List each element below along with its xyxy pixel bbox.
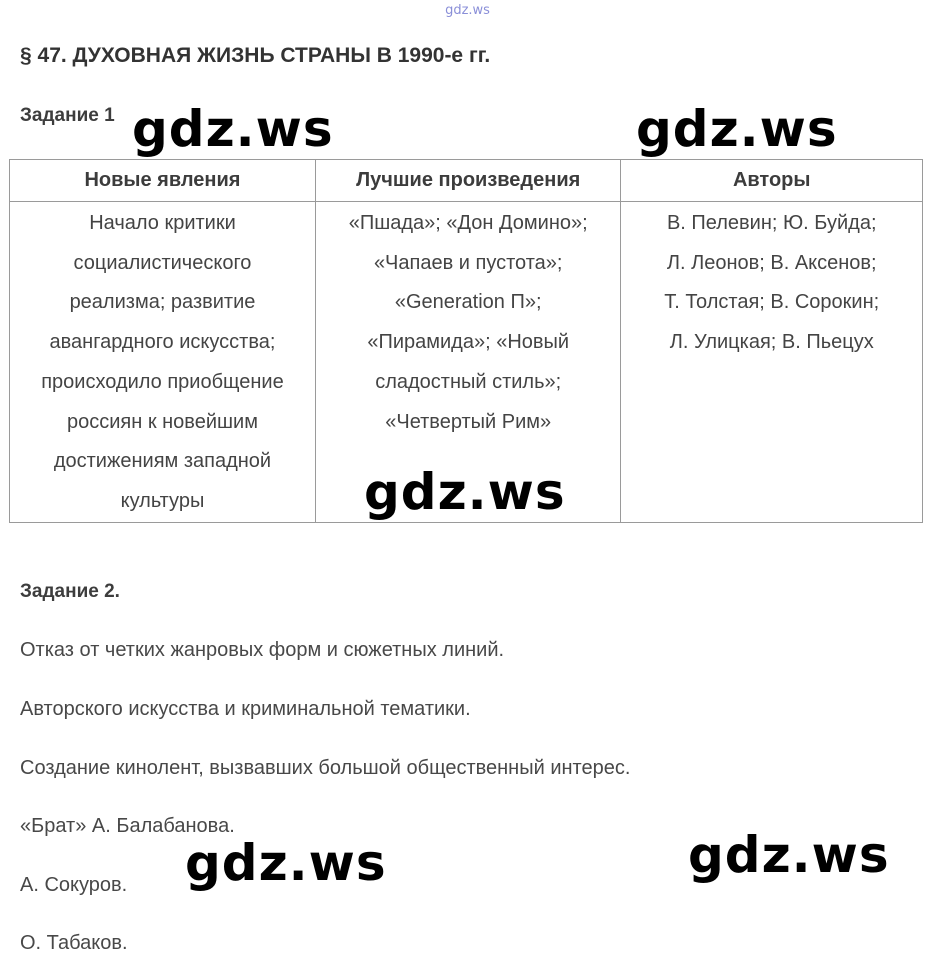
cell-new-phenomena bbox=[10, 202, 316, 523]
answer-line: Отказ от четких жанровых форм и сюжетных линий. bbox=[20, 639, 505, 661]
table-header-row bbox=[10, 160, 923, 202]
cell-line: реализма; развитие bbox=[69, 291, 256, 314]
cell-line: авангардного искусства; bbox=[49, 331, 276, 354]
task1-label: Задание 1 bbox=[20, 105, 115, 126]
answer-line: О. Табаков. bbox=[20, 932, 128, 954]
watermark: gdz.ws bbox=[636, 100, 838, 158]
cell-line: социалистического bbox=[73, 251, 252, 274]
cell-line: «Пшада»; «Дон Домино»; bbox=[348, 212, 588, 234]
watermark: gdz.ws bbox=[185, 834, 387, 892]
task2-label: Задание 2. bbox=[20, 581, 120, 602]
cell-line: «Чапаев и пустота»; bbox=[373, 251, 563, 274]
cell-line: В. Пелевин; Ю. Буйда; bbox=[666, 212, 877, 234]
answer-line: А. Сокуров. bbox=[20, 874, 128, 896]
watermark: gdz.ws bbox=[132, 100, 334, 158]
page-title: § 47. ДУХОВНАЯ ЖИЗНЬ СТРАНЫ В 1990-е гг. bbox=[20, 44, 491, 67]
cell-line: достижениям западной bbox=[53, 450, 272, 473]
cell-line: культуры bbox=[120, 489, 205, 512]
watermark: gdz.ws bbox=[364, 463, 566, 521]
answer-line: Авторского искусства и криминальной тематики. bbox=[20, 698, 471, 720]
cell-line: Начало критики bbox=[89, 212, 236, 234]
cell-line: «Generation П»; bbox=[394, 291, 542, 314]
cell-line: Л. Леонов; В. Аксенов; bbox=[666, 251, 877, 274]
cell-line: происходило приобщение bbox=[41, 370, 284, 393]
watermark: gdz.ws bbox=[688, 826, 890, 884]
column-header-new-phenomena: Новые явления bbox=[10, 160, 316, 202]
cell-line: «Пирамида»; «Новый bbox=[367, 331, 570, 354]
answer-line: «Брат» А. Балабанова. bbox=[20, 815, 235, 837]
cell-line: россиян к новейшим bbox=[66, 410, 258, 433]
column-header-best-works: Лучшие произведения bbox=[315, 160, 621, 202]
cell-line: сладостный стиль»; bbox=[375, 370, 562, 393]
cell-authors bbox=[621, 202, 923, 523]
answer-line: Создание кинолент, вызвавших большой общественный интерес. bbox=[20, 757, 631, 779]
column-header-authors: Авторы bbox=[621, 160, 923, 202]
cell-line: «Четвертый Рим» bbox=[385, 410, 552, 433]
top-watermark: gdz.ws bbox=[445, 3, 490, 18]
cell-line: Л. Улицкая; В. Пьецух bbox=[669, 331, 874, 354]
cell-line: Т. Толстая; В. Сорокин; bbox=[664, 291, 880, 314]
